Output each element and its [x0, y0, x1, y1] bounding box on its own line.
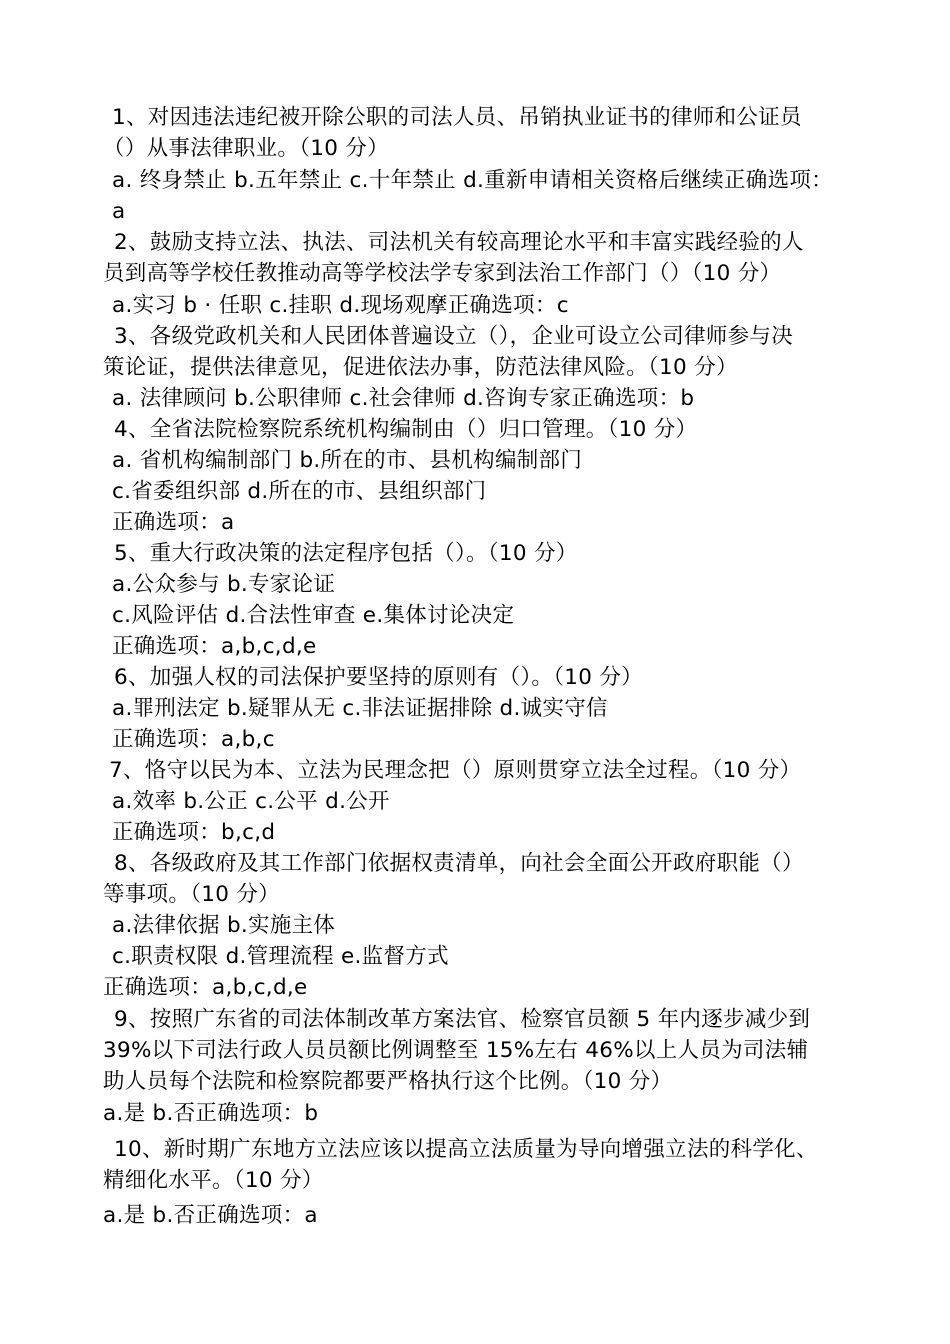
q7-line-1: 7、恪守以民为本、立法为民理念把（）原则贯穿立法全过程。（10 分） [109, 758, 802, 783]
q9-options-answer: a.是 b.否正确选项：b [103, 1101, 319, 1126]
q7-answer: 正确选项：b,c,d [112, 820, 276, 845]
q3-options-answer: a. 法律顾问 b.公职律师 c.社会律师 d.咨询专家正确选项：b [112, 386, 695, 411]
q4-options-1: a. 省机构编制部门 b.所在的市、县机构编制部门 [112, 448, 583, 473]
q8-options-2: c.职责权限 d.管理流程 e.监督方式 [112, 944, 449, 969]
q8-options-1: a.法律依据 b.实施主体 [112, 913, 336, 938]
q5-answer: 正确选项：a,b,c,d,e [112, 634, 317, 659]
q6-answer: 正确选项：a,b,c [112, 727, 275, 752]
q6-line-1: 6、加强人权的司法保护要坚持的原则有（）。（10 分） [114, 665, 643, 690]
q8-line-2: 等事项。（10 分） [103, 882, 280, 907]
q8-line-1: 8、各级政府及其工作部门依据权责清单，向社会全面公开政府职能（） [114, 851, 804, 876]
q3-line-1: 3、各级党政机关和人民团体普遍设立（），企业可设立公司律师参与决 [114, 324, 794, 349]
q7-options: a.效率 b.公正 c.公平 d.公开 [112, 789, 390, 814]
q2-line-1: 2、鼓励支持立法、执法、司法机关有较高理论水平和丰富实践经验的人 [114, 230, 804, 255]
q1-answer: a [112, 199, 126, 224]
q4-options-2: c.省委组织部 d.所在的市、县组织部门 [112, 479, 487, 504]
q1-line-2: （）从事法律职业。（10 分） [103, 136, 389, 161]
q8-answer: 正确选项：a,b,c,d,e [103, 975, 308, 1000]
q4-answer: 正确选项：a [112, 510, 235, 535]
q4-line-1: 4、全省法院检察院系统机构编制由（）归口管理。（10 分） [114, 417, 698, 442]
q6-options: a.罪刑法定 b.疑罪从无 c.非法证据排除 d.诚实守信 [112, 696, 608, 721]
q1-line-1: 1、对因违法违纪被开除公职的司法人员、吊销执业证书的律师和公证员 [112, 105, 802, 130]
q10-options-answer: a.是 b.否正确选项：a [103, 1203, 318, 1228]
q10-line-2: 精细化水平。（10 分） [103, 1168, 324, 1193]
q9-line-3: 助人员每个法院和检察院都要严格执行这个比例。（10 分） [103, 1069, 673, 1094]
q1-options: a. 终身禁止 b.五年禁止 c.十年禁止 d.重新申请相关资格后继续正确选项： [112, 168, 833, 193]
q5-options-1: a.公众参与 b.专家论证 [112, 572, 336, 597]
q5-options-2: c.风险评估 d.合法性审查 e.集体讨论决定 [112, 603, 515, 628]
q9-line-2: 39%以下司法行政人员员额比例调整至 15%左右 46%以上人员为司法辅 [103, 1038, 809, 1063]
q5-line-1: 5、重大行政决策的法定程序包括（）。（10 分） [114, 541, 578, 566]
q10-line-1: 10、新时期广东地方立法应该以提高立法质量为导向增强立法的科学化、 [114, 1137, 818, 1162]
q2-options-answer: a.实习 b · 任职 c.挂职 d.现场观摩正确选项：c [112, 293, 569, 318]
q9-line-1: 9、按照广东省的司法体制改革方案法官、检察官员额 5 年内逐步减少到 [114, 1007, 811, 1032]
q2-line-2: 员到高等学校任教推动高等学校法学专家到法治工作部门（）（10 分） [103, 261, 782, 286]
q3-line-2: 策论证，提供法律意见，促进依法办事，防范法律风险。（10 分） [103, 355, 738, 380]
